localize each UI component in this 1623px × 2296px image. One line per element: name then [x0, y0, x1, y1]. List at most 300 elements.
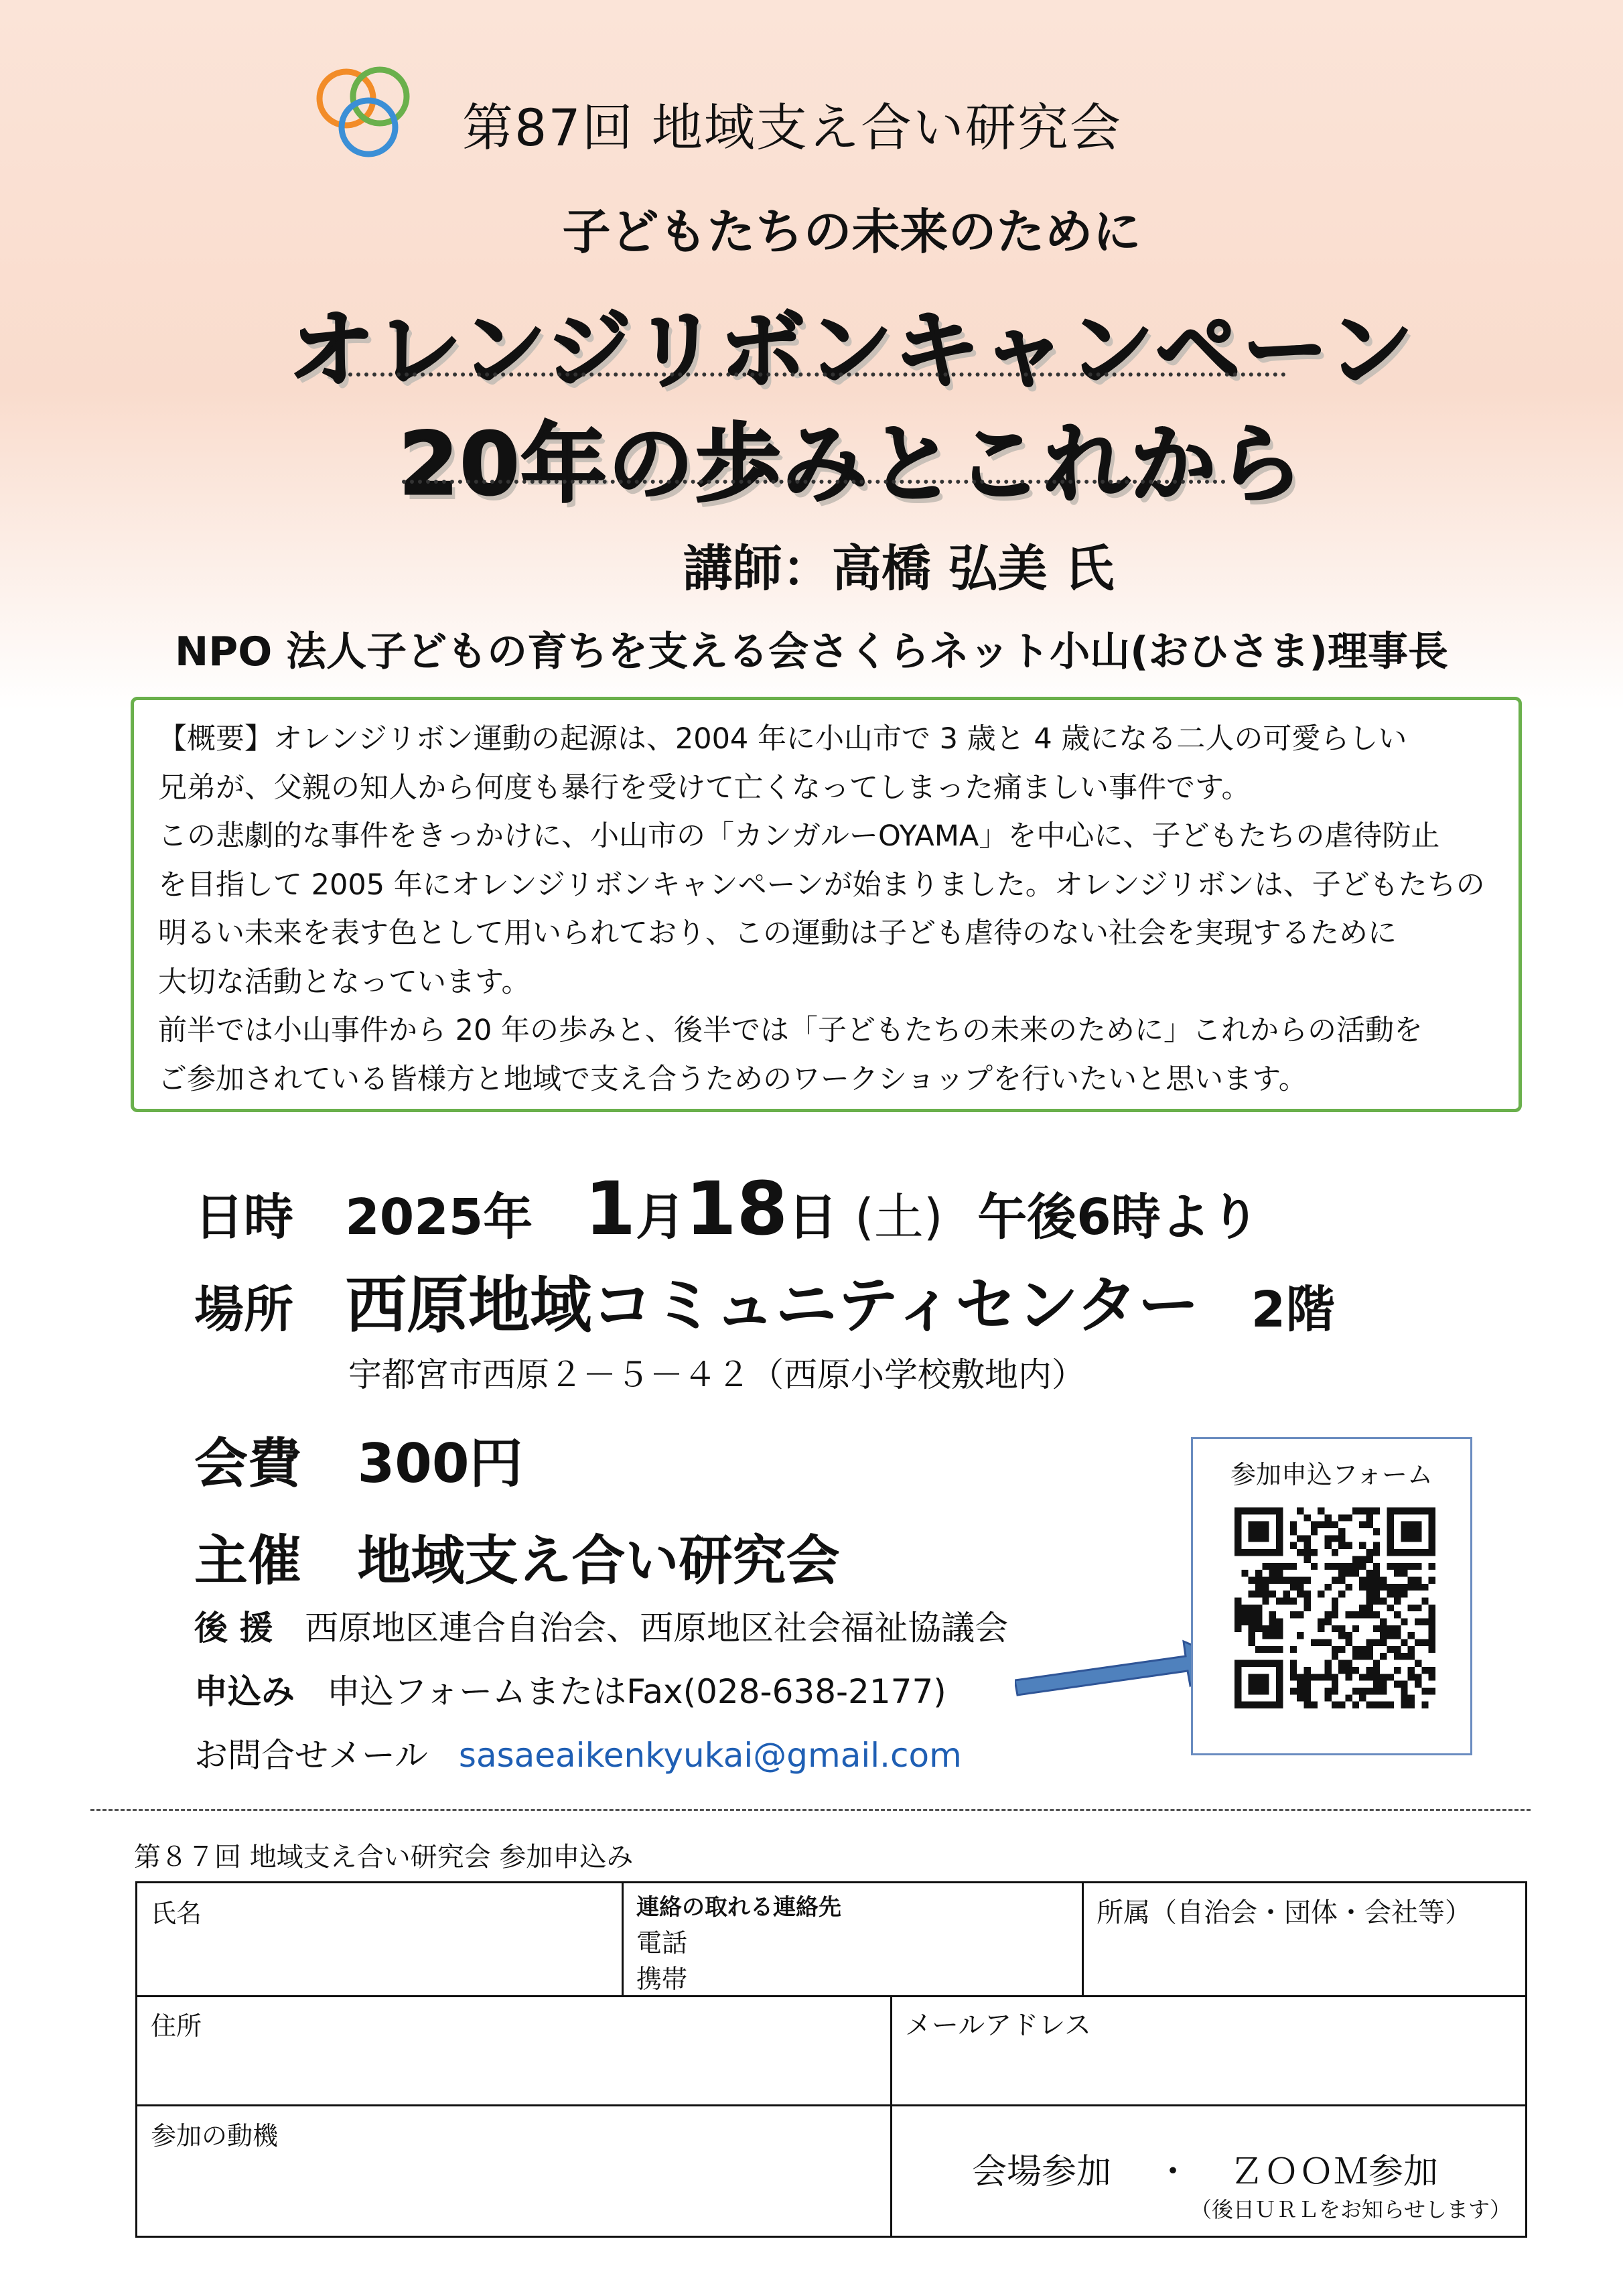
qr-module — [1373, 1667, 1380, 1674]
qr-module — [1332, 1522, 1338, 1528]
qr-module — [1290, 1646, 1297, 1653]
qr-module — [1249, 1535, 1255, 1542]
qr-module — [1255, 1507, 1262, 1514]
qr-module — [1297, 1681, 1303, 1688]
qr-module — [1303, 1674, 1310, 1680]
qr-module — [1255, 1619, 1262, 1625]
qr-module — [1401, 1522, 1407, 1528]
qr-module — [1359, 1542, 1366, 1549]
qr-module — [1366, 1667, 1373, 1674]
qr-module — [1366, 1556, 1373, 1562]
qr-module — [1338, 1625, 1345, 1632]
qr-module — [1234, 1694, 1241, 1701]
qr-module — [1303, 1514, 1310, 1521]
qr-module — [1415, 1639, 1421, 1646]
qr-module — [1394, 1681, 1401, 1688]
qr-module — [1394, 1597, 1401, 1604]
qr-module — [1262, 1625, 1269, 1632]
qr-module — [1415, 1528, 1421, 1535]
phone-field[interactable] — [693, 1917, 1075, 1990]
qr-module — [1380, 1619, 1387, 1625]
qr-module — [1352, 1653, 1359, 1660]
qr-module — [1324, 1542, 1331, 1549]
qr-module — [1401, 1507, 1407, 1514]
qr-module — [1338, 1591, 1345, 1597]
qr-module — [1394, 1549, 1401, 1556]
qr-module — [1276, 1576, 1283, 1583]
qr-module — [1269, 1646, 1276, 1653]
three-rings-logo-icon — [305, 62, 425, 162]
qr-module — [1421, 1549, 1428, 1556]
title-underline — [348, 373, 1286, 377]
qr-module — [1359, 1563, 1366, 1570]
qr-module — [1380, 1681, 1387, 1688]
qr-module — [1387, 1674, 1394, 1680]
qr-module — [1332, 1646, 1338, 1653]
qr-module — [1255, 1591, 1262, 1597]
qr-module — [1311, 1702, 1318, 1708]
qr-module — [1415, 1563, 1421, 1570]
qr-module — [1234, 1688, 1241, 1694]
qr-module — [1297, 1611, 1303, 1618]
qr-module — [1346, 1611, 1352, 1618]
registration-form — [135, 1881, 1527, 2238]
qr-module — [1394, 1667, 1401, 1674]
qr-module — [1311, 1674, 1318, 1680]
qr-module — [1401, 1591, 1407, 1597]
qr-module — [1276, 1625, 1283, 1632]
apply-label: 申込み — [194, 1672, 295, 1711]
qr-module — [1373, 1584, 1380, 1591]
qr-module — [1234, 1535, 1241, 1542]
qr-module — [1241, 1605, 1248, 1611]
qr-module — [1415, 1619, 1421, 1625]
name-field-label: 氏名 — [151, 1899, 202, 1928]
qr-module — [1234, 1605, 1241, 1611]
qr-module — [1373, 1591, 1380, 1597]
qr-module — [1401, 1688, 1407, 1694]
summary-line: ご参加されている皆様方と地域で支え合うためのワークショップを行いたいと思います。 — [158, 1062, 1308, 1096]
qr-module — [1421, 1702, 1428, 1708]
qr-module — [1297, 1549, 1303, 1556]
qr-module — [1241, 1660, 1248, 1667]
qr-module — [1234, 1597, 1241, 1604]
qr-module — [1346, 1674, 1352, 1680]
qr-module — [1262, 1688, 1269, 1694]
qr-module — [1255, 1535, 1262, 1542]
qr-module — [1338, 1646, 1345, 1653]
qr-module — [1394, 1563, 1401, 1570]
qr-module — [1387, 1632, 1394, 1639]
qr-module — [1249, 1611, 1255, 1618]
qr-module — [1269, 1632, 1276, 1639]
qr-module — [1352, 1702, 1359, 1708]
qr-module — [1269, 1619, 1276, 1625]
qr-module — [1255, 1549, 1262, 1556]
qr-module — [1408, 1667, 1415, 1674]
qr-module — [1346, 1660, 1352, 1667]
qr-module — [1332, 1674, 1338, 1680]
qr-module — [1352, 1507, 1359, 1514]
support-row — [194, 1601, 1008, 1649]
attend-note: （後日ＵＲＬをお知らせします） — [1190, 2197, 1512, 2222]
qr-module — [1303, 1688, 1310, 1694]
qr-module — [1401, 1619, 1407, 1625]
qr-module — [1249, 1522, 1255, 1528]
qr-module — [1276, 1681, 1283, 1688]
qr-module — [1366, 1646, 1373, 1653]
qr-module — [1359, 1674, 1366, 1680]
qr-module — [1401, 1702, 1407, 1708]
qr-module — [1269, 1563, 1276, 1570]
qr-module — [1394, 1591, 1401, 1597]
qr-module — [1415, 1522, 1421, 1528]
qr-module — [1276, 1522, 1283, 1528]
qr-module — [1276, 1514, 1283, 1521]
qr-module — [1269, 1660, 1276, 1667]
qr-module — [1366, 1570, 1373, 1576]
qr-module — [1311, 1528, 1318, 1535]
qr-module — [1421, 1507, 1428, 1514]
qr-module — [1276, 1507, 1283, 1514]
qr-module — [1290, 1584, 1297, 1591]
qr-module — [1359, 1556, 1366, 1562]
qr-module — [1303, 1576, 1310, 1583]
apply-value: 申込フォームまたはFax(028-638-2177) — [326, 1672, 946, 1711]
qr-module — [1352, 1570, 1359, 1576]
qr-module — [1249, 1619, 1255, 1625]
qr-module — [1394, 1653, 1401, 1660]
qr-module — [1380, 1597, 1387, 1604]
contact-email-link[interactable]: sasaeaikenkyukai@gmail.com — [458, 1736, 962, 1775]
email-field-label: メールアドレス — [905, 2010, 1091, 2041]
summary-line: 前半では小山事件から 20 年の歩みと、後半では「子どもたちの未来のために」これからの活動を — [158, 1014, 1423, 1047]
qr-module — [1255, 1702, 1262, 1708]
qr-module — [1262, 1702, 1269, 1708]
qr-module — [1262, 1674, 1269, 1680]
qr-module — [1366, 1507, 1373, 1514]
qr-module — [1324, 1563, 1331, 1570]
qr-module — [1366, 1639, 1373, 1646]
address-field[interactable] — [151, 2037, 881, 2098]
qr-module — [1373, 1528, 1380, 1535]
qr-module — [1338, 1514, 1345, 1521]
qr-module — [1421, 1639, 1428, 1646]
qr-module — [1408, 1549, 1415, 1556]
qr-module — [1324, 1514, 1331, 1521]
qr-module — [1332, 1605, 1338, 1611]
qr-module — [1352, 1667, 1359, 1674]
qr-module — [1421, 1688, 1428, 1694]
qr-module — [1303, 1681, 1310, 1688]
qr-module — [1269, 1576, 1276, 1583]
qr-module — [1297, 1688, 1303, 1694]
meeting-title: 第87回 地域支え合い研究会 — [462, 98, 1122, 157]
form-divider — [890, 1995, 892, 2236]
qr-module — [1297, 1584, 1303, 1591]
qr-module — [1401, 1639, 1407, 1646]
qr-module — [1276, 1688, 1283, 1694]
lecturer: 講師：高橋 弘美 氏 — [683, 540, 1115, 598]
qr-module — [1394, 1632, 1401, 1639]
qr-module — [1249, 1507, 1255, 1514]
qr-module — [1346, 1563, 1352, 1570]
qr-module — [1429, 1625, 1435, 1632]
qr-module — [1303, 1694, 1310, 1701]
qr-module — [1387, 1507, 1394, 1514]
qr-module — [1359, 1522, 1366, 1528]
qr-module — [1324, 1674, 1331, 1680]
qr-module — [1366, 1549, 1373, 1556]
qr-module — [1421, 1619, 1428, 1625]
qr-module — [1324, 1522, 1331, 1528]
qr-module — [1373, 1597, 1380, 1604]
qr-module — [1373, 1702, 1380, 1708]
qr-module — [1373, 1681, 1380, 1688]
attend-separator: ・ — [1155, 2152, 1191, 2192]
qr-module — [1338, 1632, 1345, 1639]
qr-module — [1324, 1639, 1331, 1646]
attend-zoom-option[interactable]: ＺＯＯＭ参加 — [1229, 2152, 1439, 2192]
host-value: 地域支え合い研究会 — [357, 1530, 840, 1592]
qr-module — [1262, 1681, 1269, 1688]
qr-module — [1290, 1597, 1297, 1604]
summary-line: 明るい未来を表す色として用いられており、この運動は子ども虐待のない社会を実現するために — [158, 917, 1397, 950]
qr-module — [1394, 1584, 1401, 1591]
motive-field-label: 参加の動機 — [151, 2121, 279, 2151]
qr-module — [1234, 1619, 1241, 1625]
qr-module — [1366, 1674, 1373, 1680]
qr-module — [1234, 1681, 1241, 1688]
qr-module — [1387, 1535, 1394, 1542]
qr-module — [1269, 1570, 1276, 1576]
qr-module — [1290, 1660, 1297, 1667]
qr-module — [1276, 1570, 1283, 1576]
qr-module — [1332, 1597, 1338, 1604]
date-day-number: 18 — [685, 1166, 788, 1252]
qr-module — [1234, 1702, 1241, 1708]
summary-line: この悲劇的な事件をきっかけに、小山市の「カンガルーOYAMA」を中心に、子どもたちの虐待防止 — [158, 819, 1440, 853]
qr-module — [1318, 1591, 1324, 1597]
qr-module — [1297, 1507, 1303, 1514]
fee-row — [194, 1420, 523, 1497]
email-field[interactable] — [905, 2037, 1514, 2098]
qr-module — [1249, 1625, 1255, 1632]
qr-module — [1429, 1674, 1435, 1680]
qr-module — [1324, 1619, 1331, 1625]
qr-module — [1429, 1535, 1435, 1542]
qr-module — [1359, 1611, 1366, 1618]
qr-module — [1338, 1535, 1345, 1542]
qr-module — [1249, 1605, 1255, 1611]
qr-module — [1421, 1584, 1428, 1591]
qr-module — [1380, 1625, 1387, 1632]
qr-module — [1318, 1674, 1324, 1680]
qr-module — [1318, 1639, 1324, 1646]
qr-module — [1262, 1576, 1269, 1583]
qr-module — [1249, 1688, 1255, 1694]
contact-row — [194, 1729, 962, 1777]
qr-module — [1346, 1570, 1352, 1576]
address-field-label: 住所 — [151, 2011, 202, 2041]
qr-module — [1387, 1542, 1394, 1549]
qr-module — [1269, 1702, 1276, 1708]
qr-module — [1373, 1625, 1380, 1632]
qr-module — [1429, 1563, 1435, 1570]
qr-module — [1359, 1694, 1366, 1701]
qr-module — [1346, 1667, 1352, 1674]
qr-module — [1332, 1625, 1338, 1632]
main-title-line1: オレンジリボンキャンペーン — [288, 301, 1415, 401]
qr-module — [1249, 1528, 1255, 1535]
qr-module — [1324, 1688, 1331, 1694]
date-month-number: 1 — [584, 1166, 636, 1252]
qr-module — [1318, 1625, 1324, 1632]
qr-module — [1366, 1576, 1373, 1583]
date-row — [194, 1166, 1260, 1252]
qr-module — [1387, 1528, 1394, 1535]
qr-module — [1352, 1646, 1359, 1653]
motive-field[interactable] — [151, 2148, 881, 2232]
qr-module — [1401, 1694, 1407, 1701]
apply-row — [194, 1665, 946, 1713]
summary-line: 【概要】オレンジリボン運動の起源は、2004 年に小山市で 3 歳と 4 歳になる二人の可愛らしい — [158, 722, 1407, 756]
qr-module — [1290, 1542, 1297, 1549]
qr-module — [1366, 1688, 1373, 1694]
qr-module — [1346, 1639, 1352, 1646]
qr-module — [1269, 1507, 1276, 1514]
qr-module — [1429, 1522, 1435, 1528]
qr-module — [1415, 1535, 1421, 1542]
qr-module — [1394, 1646, 1401, 1653]
qr-module — [1290, 1563, 1297, 1570]
qr-module — [1387, 1646, 1394, 1653]
qr-module — [1234, 1549, 1241, 1556]
qr-module — [1352, 1625, 1359, 1632]
qr-module — [1429, 1549, 1435, 1556]
qr-module — [1276, 1528, 1283, 1535]
qr-module — [1283, 1563, 1289, 1570]
qr-module — [1303, 1535, 1310, 1542]
qr-module — [1297, 1632, 1303, 1639]
qr-module — [1255, 1674, 1262, 1680]
qr-module — [1241, 1549, 1248, 1556]
qr-module — [1359, 1576, 1366, 1583]
qr-module — [1387, 1522, 1394, 1528]
qr-module — [1290, 1522, 1297, 1528]
qr-module — [1276, 1660, 1283, 1667]
qr-module — [1408, 1522, 1415, 1528]
qr-module — [1276, 1646, 1283, 1653]
qr-module — [1366, 1584, 1373, 1591]
form-divider — [622, 1883, 624, 1995]
name-field[interactable] — [151, 1910, 613, 1990]
qr-module — [1241, 1570, 1248, 1576]
qr-module — [1346, 1514, 1352, 1521]
summary-line: 大切な活動となっています。 — [158, 965, 531, 999]
qr-module — [1241, 1611, 1248, 1618]
qr-module — [1366, 1653, 1373, 1660]
qr-module — [1408, 1702, 1415, 1708]
qr-module — [1408, 1653, 1415, 1660]
qr-module — [1234, 1542, 1241, 1549]
qr-module — [1255, 1576, 1262, 1583]
support-value: 西原地区連合自治会、西原地区社会福祉協議会 — [305, 1609, 1009, 1647]
qr-module — [1234, 1514, 1241, 1521]
qr-module — [1283, 1597, 1289, 1604]
qr-module — [1387, 1605, 1394, 1611]
affiliation-field[interactable] — [1097, 1923, 1519, 1990]
qr-module — [1359, 1584, 1366, 1591]
qr-module — [1415, 1576, 1421, 1583]
qr-module — [1380, 1674, 1387, 1680]
qr-module — [1269, 1625, 1276, 1632]
subtitle: 子どもたちの未来のために — [562, 204, 1141, 260]
qr-module — [1366, 1514, 1373, 1521]
qr-module — [1338, 1542, 1345, 1549]
qr-module — [1311, 1639, 1318, 1646]
qr-module — [1303, 1591, 1310, 1597]
form-divider — [137, 1995, 1525, 1997]
qr-caption: 参加申込フォーム — [1230, 1460, 1433, 1489]
qr-module — [1401, 1653, 1407, 1660]
qr-module — [1401, 1570, 1407, 1576]
qr-module — [1387, 1549, 1394, 1556]
qr-module — [1241, 1619, 1248, 1625]
qr-module — [1303, 1667, 1310, 1674]
qr-module — [1373, 1660, 1380, 1667]
date-weekday: (土) — [854, 1189, 943, 1246]
qr-module — [1394, 1625, 1401, 1632]
qr-module — [1387, 1563, 1394, 1570]
qr-module — [1408, 1646, 1415, 1653]
qr-module — [1241, 1702, 1248, 1708]
qr-module — [1338, 1528, 1345, 1535]
qr-module — [1262, 1632, 1269, 1639]
qr-module — [1332, 1653, 1338, 1660]
qr-module — [1262, 1660, 1269, 1667]
qr-module — [1262, 1549, 1269, 1556]
qr-module — [1408, 1632, 1415, 1639]
attend-onsite-option[interactable]: 会場参加 — [972, 2152, 1112, 2192]
qr-module — [1373, 1639, 1380, 1646]
host-label: 主催 — [194, 1530, 301, 1592]
qr-module — [1429, 1542, 1435, 1549]
phone-label: 電話 — [636, 1928, 688, 1958]
qr-module — [1338, 1563, 1345, 1570]
qr-module — [1303, 1542, 1310, 1549]
fee-value: 300円 — [357, 1432, 523, 1495]
qr-module — [1276, 1563, 1283, 1570]
qr-module — [1324, 1611, 1331, 1618]
qr-panel — [1191, 1437, 1472, 1755]
qr-module — [1366, 1591, 1373, 1597]
qr-module — [1338, 1576, 1345, 1583]
qr-module — [1380, 1584, 1387, 1591]
qr-module — [1373, 1688, 1380, 1694]
qr-code-icon[interactable] — [1234, 1507, 1435, 1708]
venue-floor: 2階 — [1251, 1281, 1336, 1339]
qr-module — [1332, 1549, 1338, 1556]
qr-module — [1401, 1681, 1407, 1688]
qr-module — [1255, 1584, 1262, 1591]
qr-module — [1241, 1507, 1248, 1514]
summary-line: を目指して 2005 年にオレンジリボンキャンペーンが始まりました。オレンジリボンは、子どもたちの — [158, 868, 1485, 902]
qr-module — [1359, 1507, 1366, 1514]
qr-module — [1429, 1632, 1435, 1639]
date-year: 2025年 — [345, 1189, 533, 1246]
qr-module — [1332, 1611, 1338, 1618]
